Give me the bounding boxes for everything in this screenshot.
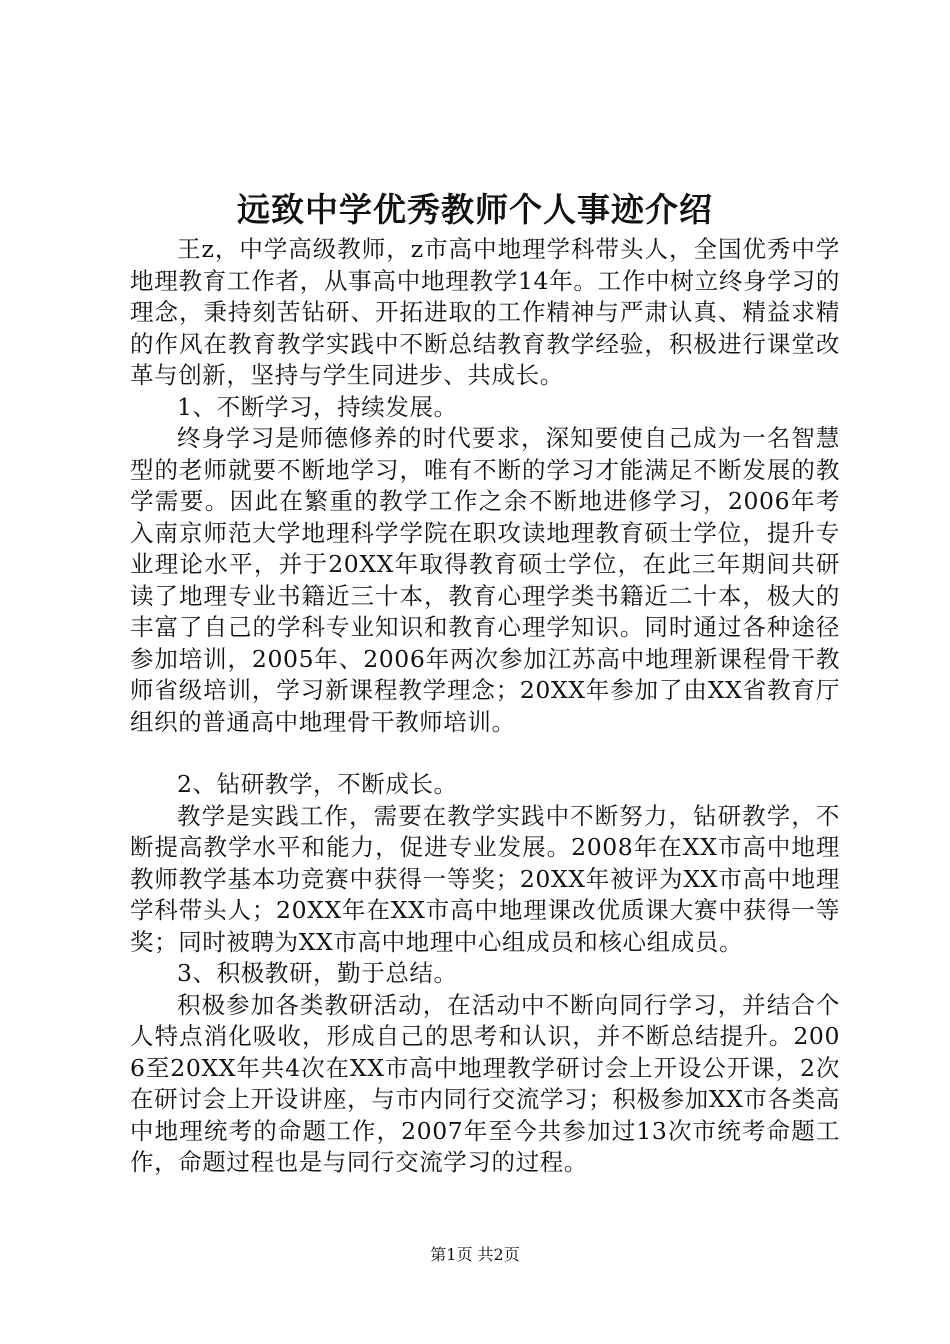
section-heading-3: 3、积极教研，勤于总结。 [177, 959, 458, 987]
paragraph-spacer [130, 738, 840, 769]
section-1-paragraph: 终身学习是师德修养的时代要求，深知要使自己成为一名智慧型的老师就要不断地学习，唯有不断的学习才能满足不断发展的教学需要。因此在繁重的教学工作之余不断地进修学习，2006年考入南京师范大学地理科学学院在职攻读地理教育硕士学位，提升专业理论水平，并于20XX年取得教育硕士学位，在此三年期间共研读了地理专业书籍近三十本，教育心理学类书籍近二十本，极大的丰富了自己的学科专业知识和教育心理学知识。同时通过各种途径参加培训，2005年、2006年两次参加江苏高中地理新课程骨干教师省级培训，学习新课程教学理念；20XX年参加了由XX省教育厅组织的普通高中地理骨干教师培训。 [130, 424, 840, 736]
section-heading-2: 2、钻研教学，不断成长。 [177, 770, 458, 798]
section-3-paragraph: 积极参加各类教研活动，在活动中不断向同行学习，并结合个人特点消化吸收，形成自己的思考和认识，并不断总结提升。2006至20XX年共4次在XX市高中地理教学研讨会上开设公开课，2次在研讨会上开设讲座，与市内同行交流学习；积极参加XX市各类高中地理统考的命题工作，2007年至今共参加过13次市统考命题工作，命题过程也是与同行交流学习的过程。 [130, 990, 840, 1176]
section-2-paragraph: 教学是实践工作，需要在教学实践中不断努力，钻研教学，不断提高教学水平和能力，促进专业发展。2008年在XX市高中地理教师教学基本功竞赛中获得一等奖；20XX年被评为XX市高中地理学科带头人；20XX年在XX市高中地理课改优质课大赛中获得一等奖；同时被聘为XX市高中地理中心组成员和核心组成员。 [130, 801, 840, 956]
document-title: 远致中学优秀教师个人事迹介绍 [237, 190, 713, 229]
page-footer: 第1页 共2页 [430, 1245, 520, 1264]
intro-paragraph: 王z，中学高级教师，z市高中地理学科带头人，全国优秀中学地理教育工作者，从事高中地理教学14年。工作中树立终身学习的理念，秉持刻苦钻研、开拓进取的工作精神与严肃认真、精益求精的作风在教育教学实践中不断总结教育教学经验，积极进行课堂改革与创新，坚持与学生同进步、共成长。 [130, 235, 840, 389]
document-body [130, 234, 840, 1179]
section-heading-1: 1、不断学习，持续发展。 [177, 392, 458, 421]
